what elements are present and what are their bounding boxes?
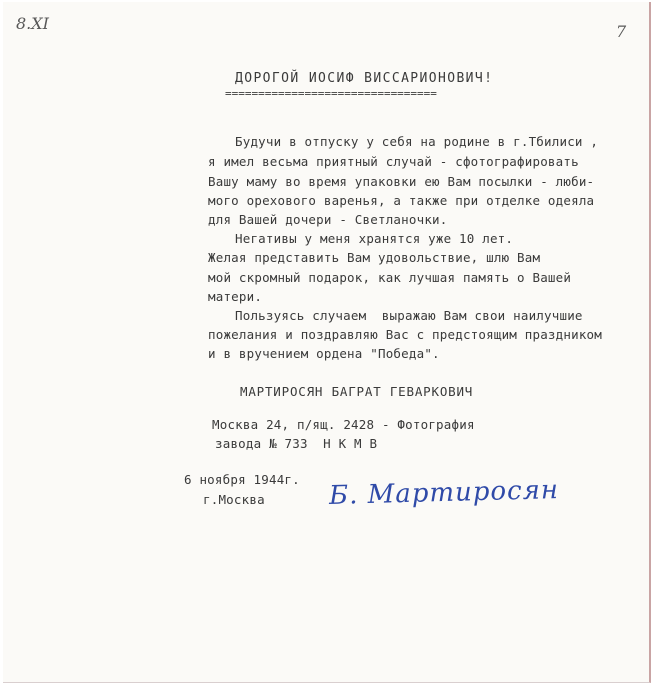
body-line-4: мого орехового варенья, а также при отделке одеяла	[208, 193, 595, 208]
sender-name: МАРТИРОСЯН БАГРАТ ГЕВАРКОВИЧ	[240, 384, 474, 399]
signature-text: Б. Мартиросян	[328, 474, 560, 512]
salutation-underline: ================================	[225, 87, 437, 100]
body-line-11: пожелания и поздравляю Вас с предстоящим праздником	[208, 327, 603, 342]
letter-date: 6 ноября 1944г.	[184, 472, 300, 487]
letter-page	[3, 2, 651, 683]
body-line-6: Негативы у меня хранятся уже 10 лет.	[235, 231, 514, 246]
address-line-2: завода № 733 Н К М В	[215, 436, 378, 451]
body-line-7: Желая представить Вам удовольствие, шлю Вам	[208, 250, 541, 265]
signature	[328, 472, 560, 522]
body-line-12: и в вручением ордена "Победа".	[208, 346, 440, 361]
address-line-1: Москва 24, п/ящ. 2428 - Фотография	[212, 417, 475, 432]
body-line-2: я имел весьма приятный случай - сфотографировать	[208, 154, 579, 169]
body-line-9: матери.	[208, 289, 263, 304]
body-line-8: мой скромный подарок, как лучшая память о Вашей	[208, 270, 572, 285]
archive-note-date: 8.XI	[16, 14, 49, 33]
page-number-note: 7	[616, 22, 627, 41]
body-line-5: для Вашей дочери - Светланочки.	[208, 212, 448, 227]
body-line-10: Пользуясь случаем выражаю Вам свои наилучшие	[235, 308, 583, 323]
letter-city: г.Москва	[203, 492, 265, 507]
body-line-1: Будучи в отпуску у себя на родине в г.Тбилиси ,	[235, 134, 599, 149]
body-line-3: Вашу маму во время упаковки ею Вам посылки - люби-	[208, 174, 595, 189]
salutation: ДОРОГОЙ ИОСИФ ВИССАРИОНОВИЧ!	[235, 71, 494, 86]
